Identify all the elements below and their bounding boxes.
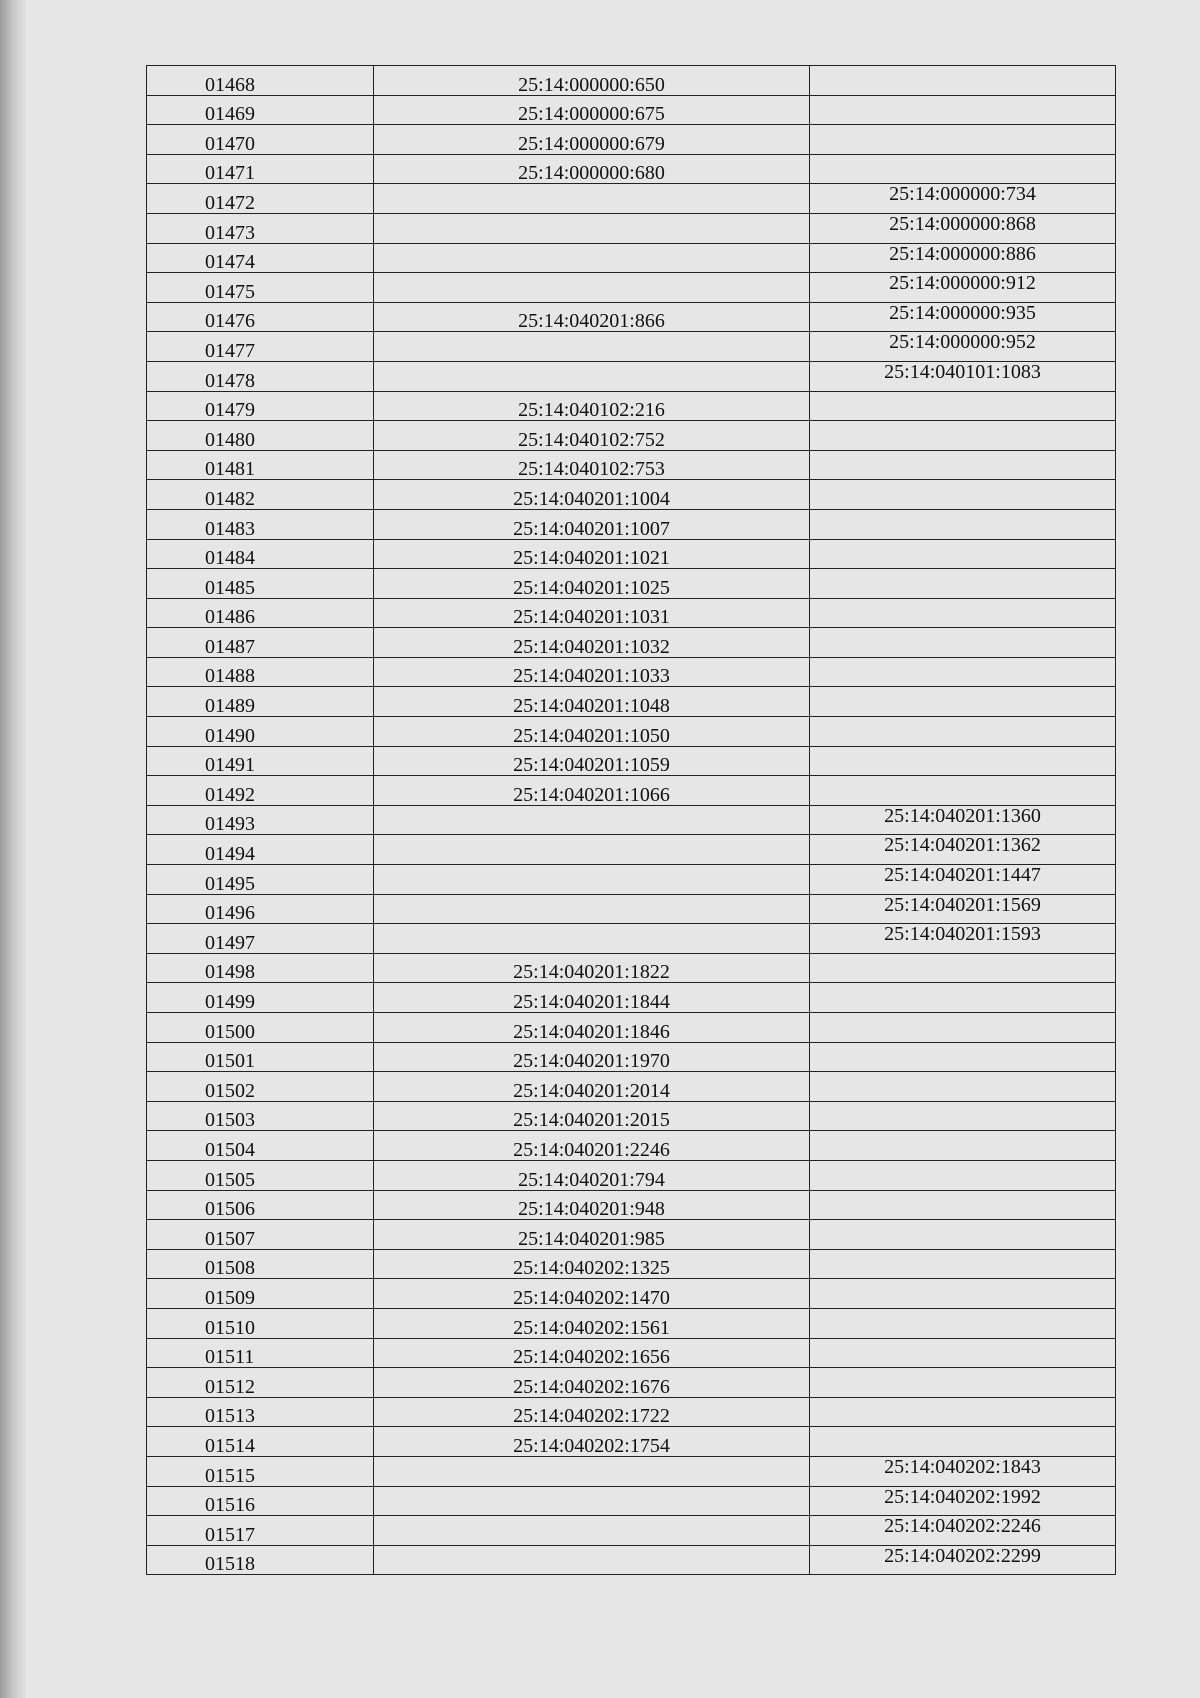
table-row [147,1013,1116,1043]
row-number-cell: 01515 [147,1456,374,1486]
cadastral-number-cell [374,332,810,362]
table-row [147,657,1116,687]
cadastral-number-cell [374,865,810,895]
cadastral-number-cell [374,835,810,865]
table-row [147,95,1116,125]
second-cadastral-number-cell [810,1190,1116,1220]
cadastral-number-cell: 25:14:040102:753 [374,450,810,480]
cadastral-number-cell: 25:14:040202:1561 [374,1308,810,1338]
table-row [147,924,1116,954]
table-row [147,1486,1116,1516]
table-row [147,1160,1116,1190]
row-number-cell: 01493 [147,805,374,835]
row-number-cell: 01491 [147,746,374,776]
row-number-cell: 01495 [147,865,374,895]
row-number-cell: 01510 [147,1308,374,1338]
second-cadastral-number-cell [810,628,1116,658]
row-number-cell: 01498 [147,953,374,983]
second-cadastral-number-cell [810,154,1116,184]
second-cadastral-number-cell [810,1072,1116,1102]
table-row [147,509,1116,539]
cadastral-number-cell: 25:14:040202:1470 [374,1279,810,1309]
second-cadastral-number-cell [810,1160,1116,1190]
cadastral-number-cell: 25:14:040201:1032 [374,628,810,658]
second-cadastral-number-cell [810,391,1116,421]
cadastral-number-cell [374,1516,810,1546]
table-row [147,391,1116,421]
table-row [147,450,1116,480]
cadastral-number-cell [374,1486,810,1516]
cadastral-number-cell: 25:14:000000:680 [374,154,810,184]
cadastral-number-cell [374,1545,810,1575]
row-number-cell: 01511 [147,1338,374,1368]
second-cadastral-number-cell [810,1308,1116,1338]
cadastral-number-cell: 25:14:040201:1066 [374,776,810,806]
row-number-cell: 01484 [147,539,374,569]
row-number-cell: 01506 [147,1190,374,1220]
second-cadastral-number-cell [810,66,1116,96]
cadastral-number-cell [374,243,810,273]
cadastral-number-cell: 25:14:040102:752 [374,421,810,451]
table-row [147,154,1116,184]
row-number-cell: 01490 [147,717,374,747]
table-row [147,1427,1116,1457]
second-cadastral-number-cell [810,598,1116,628]
second-cadastral-number-cell: 25:14:040202:1992 [810,1486,1116,1516]
second-cadastral-number-cell: 25:14:040201:1362 [810,835,1116,865]
cadastral-number-cell: 25:14:040201:1846 [374,1013,810,1043]
cadastral-number-cell [374,894,810,924]
cadastral-number-cell [374,184,810,214]
second-cadastral-number-cell [810,746,1116,776]
table-row [147,569,1116,599]
table-row [147,1131,1116,1161]
second-cadastral-number-cell [810,1368,1116,1398]
table-row [147,687,1116,717]
second-cadastral-number-cell [810,1427,1116,1457]
second-cadastral-number-cell: 25:14:040201:1593 [810,924,1116,954]
row-number-cell: 01512 [147,1368,374,1398]
row-number-cell: 01473 [147,213,374,243]
table-row [147,539,1116,569]
second-cadastral-number-cell [810,450,1116,480]
second-cadastral-number-cell: 25:14:040202:1843 [810,1456,1116,1486]
second-cadastral-number-cell: 25:14:000000:734 [810,184,1116,214]
row-number-cell: 01492 [147,776,374,806]
table-row [147,332,1116,362]
cadastral-number-cell: 25:14:040201:1004 [374,480,810,510]
cadastral-number-cell: 25:14:040202:1676 [374,1368,810,1398]
table-row [147,865,1116,895]
cadastral-number-cell: 25:14:040102:216 [374,391,810,421]
table-row [147,1545,1116,1575]
second-cadastral-number-cell: 25:14:000000:952 [810,332,1116,362]
table-row [147,1516,1116,1546]
cadastral-number-cell [374,1456,810,1486]
table-row [147,1190,1116,1220]
row-number-cell: 01482 [147,480,374,510]
second-cadastral-number-cell: 25:14:000000:912 [810,273,1116,303]
row-number-cell: 01503 [147,1101,374,1131]
cadastral-number-cell: 25:14:040201:1031 [374,598,810,628]
row-number-cell: 01504 [147,1131,374,1161]
row-number-cell: 01471 [147,154,374,184]
row-number-cell: 01501 [147,1042,374,1072]
second-cadastral-number-cell [810,509,1116,539]
second-cadastral-number-cell: 25:14:040201:1569 [810,894,1116,924]
second-cadastral-number-cell: 25:14:000000:935 [810,302,1116,332]
table-row [147,213,1116,243]
second-cadastral-number-cell: 25:14:040202:2246 [810,1516,1116,1546]
table-row [147,1368,1116,1398]
table-row [147,717,1116,747]
row-number-cell: 01472 [147,184,374,214]
cadastral-number-cell: 25:14:000000:675 [374,95,810,125]
second-cadastral-number-cell: 25:14:040201:1447 [810,865,1116,895]
row-number-cell: 01508 [147,1249,374,1279]
row-number-cell: 01488 [147,657,374,687]
row-number-cell: 01475 [147,273,374,303]
row-number-cell: 01474 [147,243,374,273]
row-number-cell: 01502 [147,1072,374,1102]
row-number-cell: 01469 [147,95,374,125]
cadastral-number-cell: 25:14:040201:794 [374,1160,810,1190]
cadastral-number-cell: 25:14:040201:1844 [374,983,810,1013]
row-number-cell: 01477 [147,332,374,362]
second-cadastral-number-cell [810,1013,1116,1043]
cadastral-number-cell: 25:14:040201:2015 [374,1101,810,1131]
cadastral-number-cell: 25:14:040201:1822 [374,953,810,983]
row-number-cell: 01505 [147,1160,374,1190]
cadastral-number-cell: 25:14:040202:1722 [374,1397,810,1427]
row-number-cell: 01489 [147,687,374,717]
table-row [147,1249,1116,1279]
table-row [147,983,1116,1013]
cadastral-number-cell [374,805,810,835]
table-row [147,1308,1116,1338]
row-number-cell: 01480 [147,421,374,451]
table-row [147,776,1116,806]
second-cadastral-number-cell [810,1131,1116,1161]
table-row [147,598,1116,628]
second-cadastral-number-cell: 25:14:000000:868 [810,213,1116,243]
table-row [147,361,1116,391]
second-cadastral-number-cell [810,717,1116,747]
cadastral-number-cell: 25:14:040202:1656 [374,1338,810,1368]
row-number-cell: 01513 [147,1397,374,1427]
cadastral-number-cell: 25:14:040201:948 [374,1190,810,1220]
table-row [147,1072,1116,1102]
table-row [147,746,1116,776]
cadastral-number-cell: 25:14:000000:650 [374,66,810,96]
second-cadastral-number-cell [810,421,1116,451]
row-number-cell: 01518 [147,1545,374,1575]
row-number-cell: 01486 [147,598,374,628]
table-row [147,243,1116,273]
table-row [147,1279,1116,1309]
table-row [147,1456,1116,1486]
cadastral-number-cell: 25:14:040201:1970 [374,1042,810,1072]
page-edge-shadow [0,0,26,1698]
table-row [147,66,1116,96]
table-row [147,1042,1116,1072]
second-cadastral-number-cell [810,1220,1116,1250]
cadastral-number-cell: 25:14:040202:1754 [374,1427,810,1457]
cadastral-number-cell: 25:14:040201:1025 [374,569,810,599]
second-cadastral-number-cell [810,95,1116,125]
second-cadastral-number-cell: 25:14:000000:886 [810,243,1116,273]
second-cadastral-number-cell [810,539,1116,569]
table-row [147,835,1116,865]
cadastral-number-cell: 25:14:040201:1059 [374,746,810,776]
table-row [147,480,1116,510]
cadastral-number-cell [374,213,810,243]
second-cadastral-number-cell [810,1397,1116,1427]
cadastral-number-cell: 25:14:040201:866 [374,302,810,332]
table-row [147,421,1116,451]
register-table [146,65,1116,1575]
second-cadastral-number-cell [810,953,1116,983]
register-table-body [147,66,1116,1575]
cadastral-number-cell: 25:14:040201:1050 [374,717,810,747]
second-cadastral-number-cell [810,569,1116,599]
row-number-cell: 01494 [147,835,374,865]
second-cadastral-number-cell [810,983,1116,1013]
cadastral-number-cell [374,924,810,954]
row-number-cell: 01479 [147,391,374,421]
row-number-cell: 01497 [147,924,374,954]
table-row [147,273,1116,303]
table-row [147,125,1116,155]
cadastral-number-cell: 25:14:040202:1325 [374,1249,810,1279]
cadastral-number-cell: 25:14:000000:679 [374,125,810,155]
row-number-cell: 01499 [147,983,374,1013]
second-cadastral-number-cell: 25:14:040202:2299 [810,1545,1116,1575]
row-number-cell: 01517 [147,1516,374,1546]
row-number-cell: 01516 [147,1486,374,1516]
second-cadastral-number-cell [810,687,1116,717]
second-cadastral-number-cell [810,1249,1116,1279]
row-number-cell: 01470 [147,125,374,155]
second-cadastral-number-cell: 25:14:040101:1083 [810,361,1116,391]
row-number-cell: 01476 [147,302,374,332]
row-number-cell: 01514 [147,1427,374,1457]
table-row [147,805,1116,835]
row-number-cell: 01483 [147,509,374,539]
row-number-cell: 01478 [147,361,374,391]
second-cadastral-number-cell [810,1338,1116,1368]
second-cadastral-number-cell [810,1101,1116,1131]
row-number-cell: 01500 [147,1013,374,1043]
table-row [147,302,1116,332]
table-row [147,628,1116,658]
row-number-cell: 01481 [147,450,374,480]
second-cadastral-number-cell [810,1279,1116,1309]
cadastral-number-cell [374,273,810,303]
row-number-cell: 01485 [147,569,374,599]
row-number-cell: 01487 [147,628,374,658]
second-cadastral-number-cell: 25:14:040201:1360 [810,805,1116,835]
cadastral-number-cell: 25:14:040201:1048 [374,687,810,717]
table-row [147,953,1116,983]
row-number-cell: 01496 [147,894,374,924]
cadastral-number-cell: 25:14:040201:2014 [374,1072,810,1102]
row-number-cell: 01468 [147,66,374,96]
cadastral-number-cell [374,361,810,391]
table-row [147,1397,1116,1427]
second-cadastral-number-cell [810,480,1116,510]
second-cadastral-number-cell [810,657,1116,687]
cadastral-number-cell: 25:14:040201:985 [374,1220,810,1250]
table-row [147,894,1116,924]
table-row [147,1338,1116,1368]
cadastral-number-cell: 25:14:040201:1033 [374,657,810,687]
cadastral-number-cell: 25:14:040201:1007 [374,509,810,539]
second-cadastral-number-cell [810,776,1116,806]
table-row [147,184,1116,214]
second-cadastral-number-cell [810,1042,1116,1072]
table-row [147,1101,1116,1131]
table-row [147,1220,1116,1250]
row-number-cell: 01509 [147,1279,374,1309]
row-number-cell: 01507 [147,1220,374,1250]
cadastral-number-cell: 25:14:040201:1021 [374,539,810,569]
second-cadastral-number-cell [810,125,1116,155]
cadastral-number-cell: 25:14:040201:2246 [374,1131,810,1161]
